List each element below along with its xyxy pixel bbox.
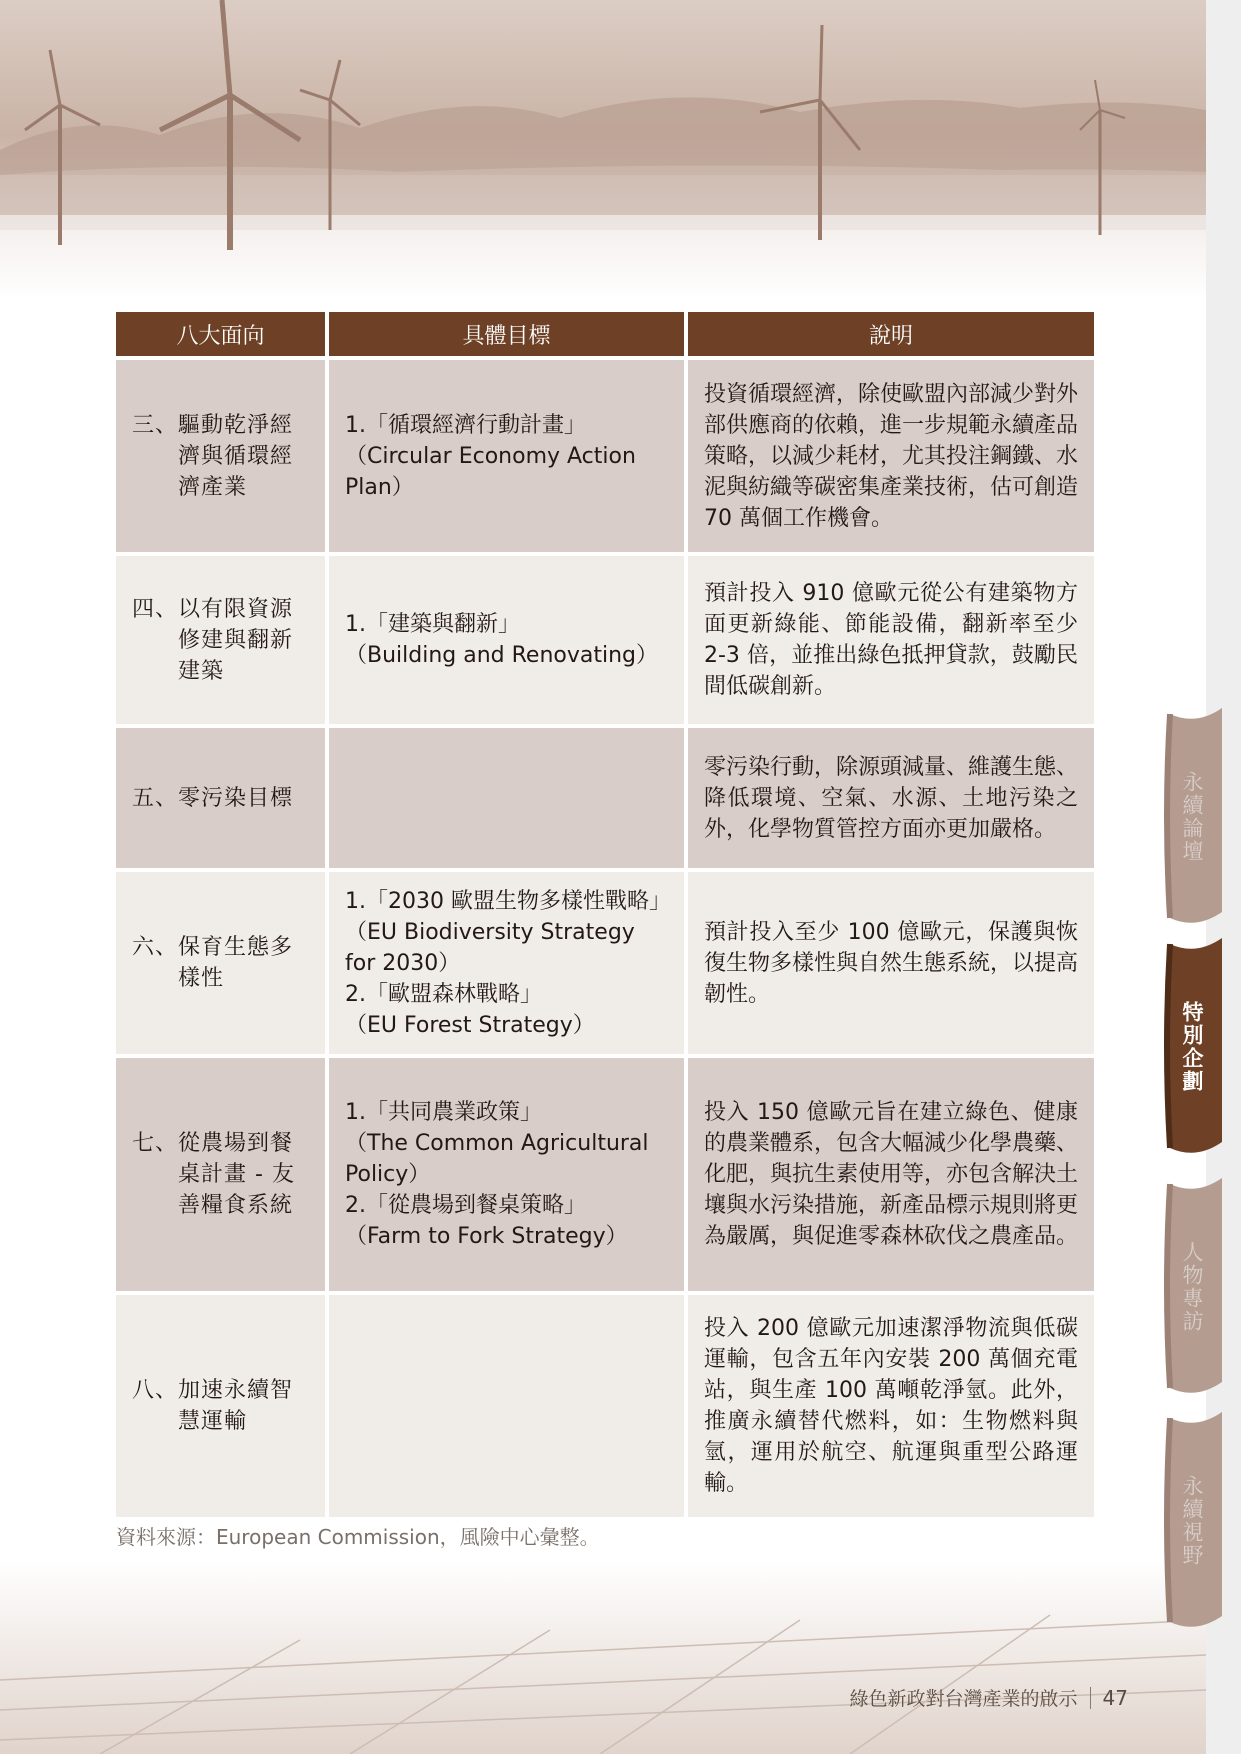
goal-cell-empty xyxy=(329,728,684,868)
table-row xyxy=(116,1295,1094,1517)
aspect-number: 六、 xyxy=(132,935,179,960)
description-cell: 預計投入 910 億歐元從公有建築物方面更新綠能、節能設備，翻新率至少 2-3 倍，並推出綠色抵押貸款，鼓勵民間低碳創新。 xyxy=(688,556,1094,724)
description-cell: 投資循環經濟，除使歐盟內部減少對外部供應商的依賴，進一步規範永續產品策略，以減少耗材，尤其投注鋼鐵、水泥與紡織等碳密集產業技術，估可創造 70 萬個工作機會。 xyxy=(688,360,1094,552)
table-row xyxy=(116,1058,1094,1291)
aspect-cell xyxy=(116,728,325,868)
goal-line: （Building and Renovating） xyxy=(345,643,659,668)
page-footer xyxy=(850,1684,1128,1711)
side-tab-sustainability-vision[interactable] xyxy=(1160,1410,1224,1632)
green-deal-aspects-table xyxy=(112,308,1098,1521)
goal-cell xyxy=(329,360,684,552)
goal-line: 1.「共同農業政策」 xyxy=(345,1100,542,1125)
aspect-cell xyxy=(116,360,325,552)
source-note: 資料來源：European Commission，風險中心彙整。 xyxy=(116,1525,600,1549)
goal-line: 1.「2030 歐盟生物多樣性戰略」 xyxy=(345,888,671,914)
aspect-cell xyxy=(116,872,325,1054)
goal-line: （EU Forest Strategy） xyxy=(345,1012,595,1038)
aspect-text: 保育生態多樣性 xyxy=(178,935,294,991)
description-cell: 投入 200 億歐元加速潔淨物流與低碳運輸，包含五年內安裝 200 萬個充電站，與生產 100 萬噸乾淨氫。此外，推廣永續替代燃料，如：生物燃料與氫，運用於航空、航運與重型公路運輸。 xyxy=(688,1295,1094,1517)
table-row xyxy=(116,556,1094,724)
aspect-text: 從農場到餐桌計畫 - 友善糧食系統 xyxy=(178,1131,295,1218)
aspect-text: 加速永續智慧運輸 xyxy=(178,1378,294,1434)
page-number: 47 xyxy=(1102,1685,1128,1710)
goal-line: 2.「歐盟森林戰略」 xyxy=(345,981,542,1007)
table-row xyxy=(116,728,1094,868)
aspect-text: 以有限資源修建與翻新建築 xyxy=(178,596,294,684)
side-tab-label: 永續論壇 xyxy=(1180,771,1204,863)
aspect-number: 八、 xyxy=(132,1378,179,1403)
side-tab-label: 特別企劃 xyxy=(1180,1001,1204,1093)
column-header-description: 說明 xyxy=(688,312,1094,356)
footer-divider xyxy=(1090,1687,1091,1709)
solar-panel-footer-image xyxy=(0,1560,1206,1754)
goal-line: （The Common Agricultural Policy） xyxy=(345,1131,649,1187)
description-cell: 預計投入至少 100 億歐元，保護與恢復生物多樣性與自然生態系統，以提高韌性。 xyxy=(688,872,1094,1054)
goal-cell xyxy=(329,1058,684,1291)
goal-line: （Farm to Fork Strategy） xyxy=(345,1224,628,1249)
aspect-text: 零污染目標 xyxy=(178,785,294,811)
table-row xyxy=(116,360,1094,552)
aspect-cell xyxy=(116,556,325,724)
side-tab-sustainability-forum[interactable] xyxy=(1160,706,1224,928)
aspect-number: 三、 xyxy=(132,412,179,438)
footer-title: 綠色新政對台灣產業的啟示 xyxy=(849,1688,1078,1710)
description-cell: 零污染行動，除源頭減量、維護生態、降低環境、空氣、水源、土地污染之外，化學物質管控方面亦更加嚴格。 xyxy=(688,728,1094,868)
column-header-goal: 具體目標 xyxy=(329,312,684,356)
column-header-aspect: 八大面向 xyxy=(116,312,325,356)
table-header-row xyxy=(116,312,1094,356)
goal-line: 1.「建築與翻新」 xyxy=(345,612,520,637)
table-row xyxy=(116,872,1094,1054)
aspect-number: 七、 xyxy=(132,1131,179,1156)
side-tab-interviews[interactable] xyxy=(1160,1176,1224,1398)
aspect-cell xyxy=(116,1295,325,1517)
goal-cell xyxy=(329,556,684,724)
goal-line: 2.「從農場到餐桌策略」 xyxy=(345,1193,586,1218)
goal-line: 1.「循環經濟行動計畫」 xyxy=(345,412,586,438)
wind-turbine-banner-image xyxy=(0,0,1206,300)
goal-line: （EU Biodiversity Strategy for 2030） xyxy=(345,919,635,976)
side-tab-label: 永續視野 xyxy=(1180,1475,1204,1567)
side-tab-label: 人物專訪 xyxy=(1180,1241,1204,1333)
goal-cell xyxy=(329,872,684,1054)
side-tab-special-feature[interactable] xyxy=(1160,936,1224,1158)
aspect-text: 驅動乾淨經濟與循環經濟產業 xyxy=(178,412,294,500)
goal-cell-empty xyxy=(329,1295,684,1517)
aspect-cell xyxy=(116,1058,325,1291)
description-cell: 投入 150 億歐元旨在建立綠色、健康的農業體系，包含大幅減少化學農藥、化肥，與抗生素使用等，亦包含解決土壤與水污染措施，新產品標示規則將更為嚴厲，與促進零森林砍伐之農產品。 xyxy=(688,1058,1094,1291)
goal-line: （Circular Economy Action Plan） xyxy=(345,443,636,500)
aspect-number: 五、 xyxy=(132,785,179,811)
aspect-number: 四、 xyxy=(132,596,179,622)
